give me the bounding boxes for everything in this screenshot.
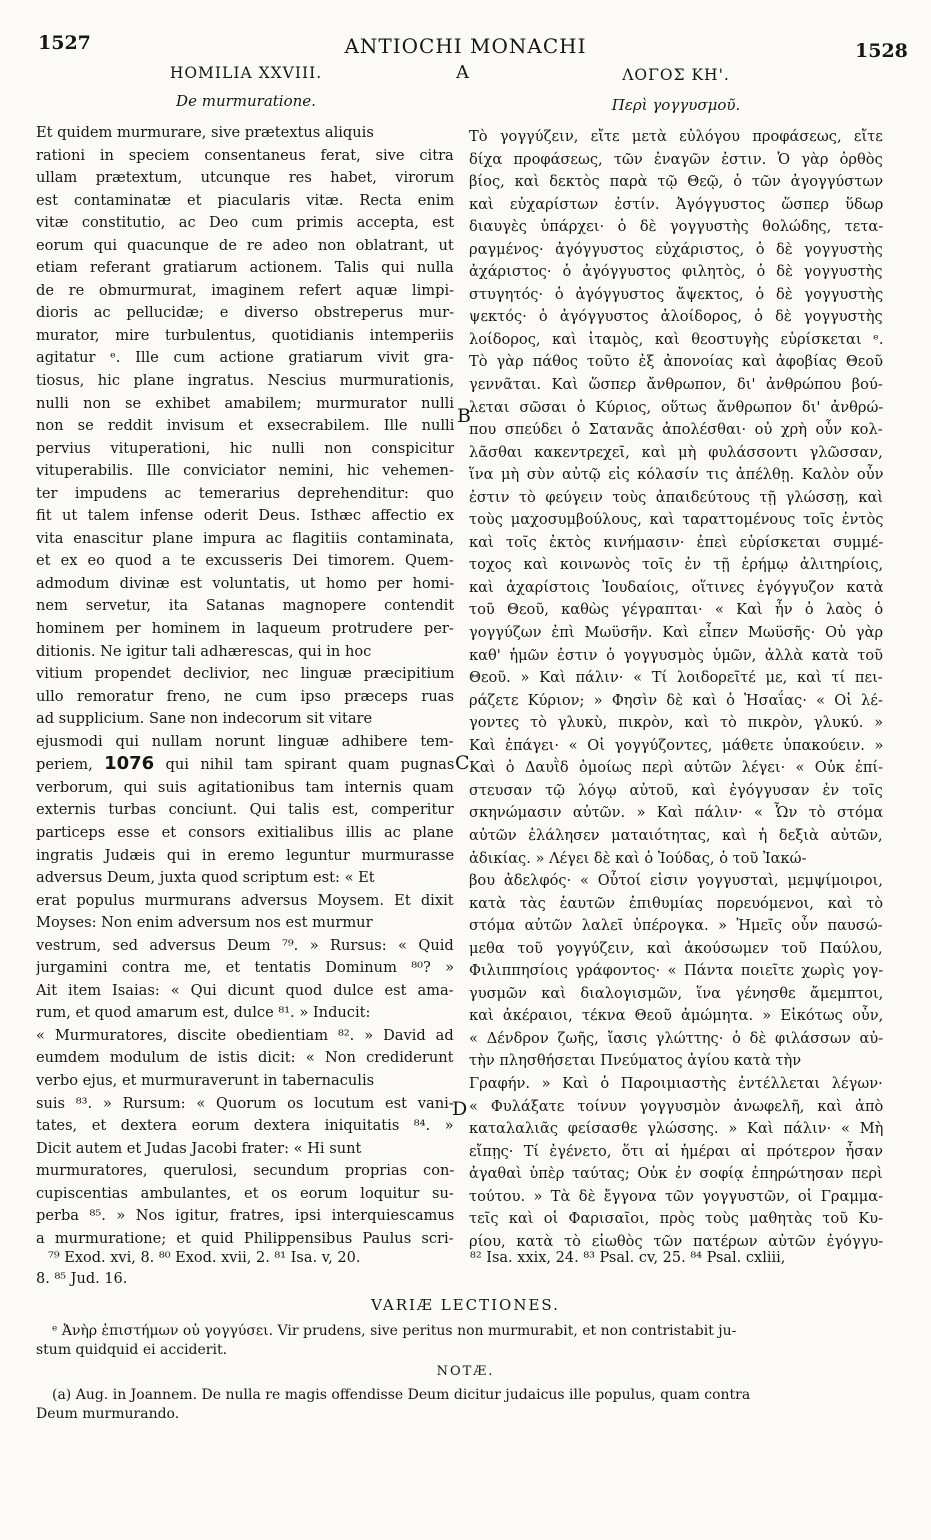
latin-line: ejusmodi qui nullam norunt linguæ adhibere tem- — [36, 732, 454, 750]
latin-line: externis turbas conciunt. Qui talis est, comperitur — [36, 801, 454, 819]
latin-line: ditionis. Ne igitur tali adhærescas, qui in hoc — [36, 642, 372, 660]
greek-line: στευσαν τῷ λόγῳ αὐτοῦ, καὶ ἐγόγγυσαν ἐν τοῖς — [469, 781, 883, 799]
greek-line: εἴπῃς· Τί ἐγένετο, ὅτι αἱ ἡμέραι αἱ πρότερον ἦσαν — [469, 1142, 883, 1160]
latin-subtitle: De murmuratione. — [176, 92, 316, 110]
greek-line: καθ' ἡμῶν ἐστιν ὁ γογγυσμὸς ὑμῶν, ἀλλὰ κατὰ τοῦ — [469, 646, 883, 664]
greek-line: δίχα προφάσεως, τῶν ἐναγῶν ἐστιν. Ὁ γὰρ ὀρθὸς — [469, 150, 883, 168]
greek-line: στυγητός· ὁ ἀγόγγυστος ἄψεκτος, ὁ δὲ γογγυστὴς — [469, 285, 883, 303]
greek-line: Καὶ ἐπάγει· « Οἱ γογγύζοντες, μάθετε ὑπακούειν. » — [469, 736, 883, 754]
column-letter-a: A — [456, 62, 469, 83]
greek-line: λᾶσθαι κακεντρεχεῖ, καὶ μὴ φυλάσσοντι γλῶσσαν, — [469, 443, 883, 461]
latin-line: vitæ constitutio, ac Deo cum primis accepta, est — [36, 214, 454, 232]
page-number-right: 1528 — [855, 40, 908, 62]
latin-line: Et quidem murmurare, sive prætextus aliquis — [36, 124, 374, 141]
greek-footnotes: ⁸² Isa. xxix, 24. ⁸³ Psal. cv, 25. ⁸⁴ Psal. cxliii, — [470, 1250, 786, 1266]
latin-title: HOMILIA XXVIII. — [169, 64, 323, 82]
latin-line: murmuratores, querulosi, secundum proprias con- — [36, 1162, 454, 1180]
page-number-left: 1527 — [38, 32, 91, 54]
notae-heading: NOTÆ. — [436, 1364, 495, 1379]
greek-line: διαυγὲς ὑπάρχει· ὁ δὲ γογγυστὴς θολώδης, τετα- — [469, 218, 883, 236]
latin-line: vituperabilis. Ille conviciator nemini, hic vehemen- — [36, 462, 454, 480]
latin-line: vita enascitur plane impura ac flagitiis contaminata, — [36, 529, 454, 547]
latin-line: vitium propendet declivior, nec linguæ præcipitium — [36, 665, 454, 683]
greek-text-column — [469, 126, 883, 1253]
latin-line: verbo ejus, et murmuraverunt in tabernaculis — [36, 1071, 375, 1089]
greek-line: λοίδορος, καὶ ἰταμὸς, καὶ θεοστυγὴς εὑρίσκεται ᵉ. — [469, 330, 883, 348]
latin-line: de re obmurmurat, imaginem refert aquæ limpi- — [36, 281, 454, 299]
latin-footnotes: ⁷⁹ Exod. xvi, 8. ⁸⁰ Exod. xvii, 2. ⁸¹ Isa. v, 20. — [48, 1250, 361, 1266]
greek-line: βίος, καὶ δεκτὸς παρὰ τῷ Θεῷ, ὁ τῶν ἀγογγύστων — [469, 173, 883, 191]
notae-line-2: Deum murmurando. — [36, 1406, 180, 1422]
latin-line: vestrum, sed adversus Deum ⁷⁹. » Rursus: « Quid — [36, 936, 454, 954]
latin-line: erat populus murmurans adversus Moysem. Et dixit — [36, 891, 454, 909]
variae-lectiones-heading: VARIÆ LECTIONES. — [371, 1296, 560, 1314]
latin-line: etiam referant gratiarum actionem. Talis qui nulla — [36, 259, 454, 277]
greek-line: ἐστιν τὸ φεύγειν τοὺς ἀπαιδεύτους τῇ γλώσσῃ, καὶ — [469, 488, 883, 506]
greek-line: « Δένδρον ζωῆς, ἴασις γλώττης· ὁ δὲ φιλάσσων αὐ- — [469, 1029, 883, 1047]
latin-line: periem, 1076 qui nihil tam spirant quam pugnas — [36, 753, 454, 775]
greek-line: Φιλιππησίοις γράφοντος· « Πάντα ποιεῖτε χωρὶς γογ- — [469, 962, 883, 980]
latin-line: ad supplicium. Sane non indecorum sit vitare — [36, 710, 373, 728]
greek-line: γογγύζων ἐπὶ Μωϋσῆν. Καὶ εἶπεν Μωϋσῆς· Οὐ γὰρ — [469, 624, 883, 642]
greek-line: λεται σῶσαι ὁ Κύριος, οὕτως ἄνθρωπον δι' ἀνθρώ- — [469, 398, 883, 416]
column-number: 1076 — [104, 753, 155, 775]
greek-line: μεθα τοῦ γογγύζειν, καὶ ἀκούσωμεν τοῦ Παύλου, — [469, 939, 883, 957]
greek-subtitle: Περὶ γογγυσμοῦ. — [611, 96, 741, 114]
greek-line: τὴν πλησθήσεται Πνεύματος ἁγίου κατὰ τὴν — [469, 1052, 802, 1070]
latin-line: « Murmuratores, discite obedientiam ⁸². » David ad — [36, 1026, 454, 1044]
margin-letter-c: C — [455, 752, 470, 774]
greek-line: Καὶ ὁ Δαυῒδ ὁμοίως περὶ αὐτῶν λέγει· « Οὐκ ἐπί- — [469, 759, 883, 777]
latin-footnotes-cont: 8. ⁸⁵ Jud. 16. — [36, 1271, 128, 1287]
greek-line: ἀχάριστος· ὁ ἀγόγγυστος φιλητὸς, ὁ δὲ γογγυστὴς — [469, 263, 883, 281]
greek-line: γυσμῶν καὶ διαλογισμῶν, ἵνα γένησθε ἄμεμπτοι, — [469, 984, 883, 1002]
greek-line: ραγμένος· ἀγόγγυστος εὐχάριστος, ὁ δὲ γογγυστὴς — [469, 240, 883, 258]
greek-line: στόμα αὐτῶν λαλεῖ ὑπέρογκα. » Ἡμεῖς οὖν παυσώ- — [469, 917, 883, 935]
latin-line: murator, mire turbulentus, quotidianis intemperiis — [36, 326, 454, 344]
greek-line: καὶ ἀχαρίστοις Ἰουδαίοις, οἵτινες ἐγόγγυζον κατὰ — [469, 578, 883, 596]
latin-line: nem servetur, ita Satanas magnopere contendit — [36, 597, 454, 615]
latin-line: Dicit autem et Judas Jacobi frater: « Hi sunt — [36, 1139, 362, 1157]
greek-title: ΛΟΓΟΣ ΚΗ'. — [622, 66, 730, 84]
greek-line: τούτου. » Τὰ δὲ ἔγγονα τῶν γογγυστῶν, οἱ Γραμμα- — [469, 1187, 883, 1205]
greek-line: τεῖς καὶ οἱ Φαρισαῖοι, πρὸς τοὺς μαθητὰς τοῦ Κυ- — [469, 1210, 883, 1228]
latin-line: admodum divinæ est voluntatis, ut homo per homi- — [36, 574, 454, 592]
margin-letter-b: B — [457, 405, 471, 427]
greek-line: ἵνα μὴ σὺν αὐτῷ εἰς κόλασίν τις ἀπέλθῃ. Καλὸν οὖν — [469, 466, 883, 484]
latin-line: rationi in speciem consentaneus ferat, sive citra — [36, 146, 454, 164]
latin-line: tates, et dextera eorum dextera iniquitatis ⁸⁴. » — [36, 1117, 454, 1135]
latin-line: pervius vituperationi, hic nulli non conspicitur — [36, 439, 454, 457]
greek-line: καὶ εὐχαρίστων ἐστίν. Ἀγόγγυστος ὥσπερ ὕδωρ — [469, 195, 883, 213]
latin-line: perba ⁸⁵. » Nos igitur, fratres, ipsi interquiescamus — [36, 1207, 454, 1225]
greek-line: ράζετε Κύριον; » Φησὶν δὲ καὶ ὁ Ἡσαΐας· « Οἱ λέ- — [469, 691, 883, 709]
latin-line: agitatur ᵉ. Ille cum actione gratiarum vivit gra- — [36, 349, 454, 367]
greek-line: τοὺς μαχοσυμβούλους, καὶ ταραττομένους τοῖς ἐντὸς — [469, 511, 883, 529]
latin-line: non se reddit invisum et exsecrabilem. Ille nulli — [36, 417, 454, 435]
latin-line: nulli non se exhibet amabilem; murmurator nulli — [36, 394, 454, 412]
latin-line: hominem per hominem in laqueum protrudere per- — [36, 620, 454, 638]
greek-line: καταλαλιᾶς φείσασθε γλώσσης. » Καὶ πάλιν· « Μὴ — [469, 1120, 883, 1138]
greek-line: Γραφήν. » Καὶ ὁ Παροιμιαστὴς ἐντέλλεται λέγων· — [469, 1074, 883, 1092]
greek-line: « Φυλάξατε τοίνυν γογγυσμὸν ἀνωφελῆ, καὶ ἀπὸ — [469, 1097, 883, 1115]
latin-line: rum, et quod amarum est, dulce ⁸¹. » Inducit: — [36, 1004, 371, 1022]
latin-line: eumdem modulum de istis dicit: « Non crediderunt — [36, 1049, 454, 1067]
greek-line: καὶ τοῖς ἐκτὸς κινήμασιν· ἐπεὶ εὑρίσκεται συμμέ- — [469, 533, 883, 551]
latin-line: adversus Deum, juxta quod scriptum est: « Et — [36, 869, 375, 887]
greek-line: τοῦ Θεοῦ, καθὼς γέγραπται· « Καὶ ἦν ὁ λαὸς ὁ — [469, 601, 883, 619]
greek-line: ἀδικίας. » Λέγει δὲ καὶ ὁ Ἰούδας, ὁ τοῦ Ἰακώ- — [469, 849, 807, 867]
latin-line: suis ⁸³. » Rursum: « Quorum os locutum est vani- — [36, 1094, 454, 1112]
greek-line: σκηνώμασιν αὐτῶν. » Καὶ πάλιν· « Ὧν τὸ στόμα — [469, 804, 883, 822]
latin-line: fit ut talem infense oderit Deus. Isthæc affectio ex — [36, 507, 454, 525]
latin-line: dioris ac pellucidæ; e diverso obstreperus mur- — [36, 304, 454, 322]
greek-line: ἀγαθαὶ ὑπὲρ ταύτας; Οὐκ ἐν σοφίᾳ ἐπηρώτησαν περὶ — [469, 1165, 883, 1183]
latin-line: Moyses: Non enim adversum nos est murmur — [36, 914, 373, 932]
greek-line: ψεκτός· ὁ ἀγόγγυστος ἀλοίδορος, ὁ δὲ γογγυστὴς — [469, 308, 883, 326]
variae-line-2: stum quidquid ei acciderit. — [36, 1342, 228, 1358]
latin-line: eorum qui quacunque de re adeo non oblatrant, ut — [36, 236, 454, 254]
latin-text-column — [36, 122, 454, 1250]
latin-line: ingratis Judæis qui in eremo leguntur murmurasse — [36, 846, 454, 864]
greek-line: τοχος καὶ κοινωνὸς τοῖς ἐν τῇ ἐρήμῳ ἀλιτηρίοις, — [469, 556, 883, 574]
latin-line: Ait item Isaias: « Qui dicunt quod dulce est ama- — [36, 981, 454, 999]
greek-line: που σπεύδει ὁ Σατανᾶς ἀπολέσθαι· οὐ χρὴ οὖν κολ- — [469, 421, 883, 439]
margin-letter-d: D — [452, 1098, 468, 1120]
greek-line: Τὸ γὰρ πάθος τοῦτο ἐξ ἀπονοίας καὶ ἀφοβίας Θεοῦ — [469, 353, 883, 371]
latin-line: cupiscentias ambulantes, et os eorum loquitur su- — [36, 1184, 454, 1202]
variae-line-1: ᵉ Ἀνὴρ ἐπιστήμων οὐ γογγύσει. Vir prudens, sive peritus non murmurabit, et non contristabit ju- — [52, 1323, 737, 1339]
latin-line: particeps esse et consors exitialibus illis ac plane — [36, 823, 454, 841]
latin-line: a murmuratione; et quid Philippensibus Paulus scri- — [36, 1229, 454, 1247]
greek-line: κατὰ τὰς ἑαυτῶν ἐπιθυμίας πορευόμενοι, καὶ τὸ — [469, 894, 883, 912]
greek-line: βου ἀδελφός· « Οὗτοί εἰσιν γογγυσταὶ, μεμψίμοιροι, — [469, 872, 883, 890]
latin-line: est contaminatæ et piacularis vitæ. Recta enim — [36, 191, 454, 209]
greek-line: γεννᾶται. Καὶ ὥσπερ ἄνθρωπον, δι' ἀνθρώπου βού- — [469, 376, 883, 394]
latin-line: ter impudens ac temerarius deprehenditur: quo — [36, 484, 454, 502]
greek-line: Θεοῦ. » Καὶ πάλιν· « Τί λοιδορεῖτέ με, καὶ τί πει- — [469, 669, 883, 687]
running-title: ANTIOCHI MONACHI — [344, 34, 587, 58]
greek-line: αὐτῶν ἐλάλησεν ματαιότητας, καὶ ἡ δεξιὰ αὐτῶν, — [469, 826, 883, 844]
latin-line: tiosus, hic plane ingratus. Nescius murmurationis, — [36, 372, 454, 390]
latin-line: ullam prætextum, utcunque res habet, virorum — [36, 169, 454, 187]
greek-line: ρίου, κατὰ τὸ εἰωθὸς τῶν πατέρων αὐτῶν ἐγόγγυ- — [469, 1232, 883, 1250]
greek-line: καὶ ἀκέραιοι, τέκνα Θεοῦ ἀμώμητα. » Εἰκότως οὖν, — [469, 1007, 883, 1025]
greek-line: γοντες τὸ γλυκὺ, πικρὸν, καὶ τὸ πικρὸν, γλυκύ. » — [469, 714, 883, 732]
latin-line: verborum, qui suis agitationibus tam internis quam — [36, 778, 454, 796]
greek-line: Τὸ γογγύζειν, εἴτε μετὰ εὐλόγου προφάσεως, εἴτε — [469, 128, 883, 145]
notae-line-1: (a) Aug. in Joannem. De nulla re magis offendisse Deum dicitur judaicus ille populus, quam contra — [52, 1387, 751, 1403]
latin-line: et ex eo quod a te excusseris Dei timorem. Quem- — [36, 552, 454, 570]
latin-line: ullo remoratur freno, ne cum ipso præceps ruas — [36, 687, 454, 705]
latin-line: jurgamini contra me, et tentatis Dominum ⁸⁰? » — [36, 959, 454, 977]
